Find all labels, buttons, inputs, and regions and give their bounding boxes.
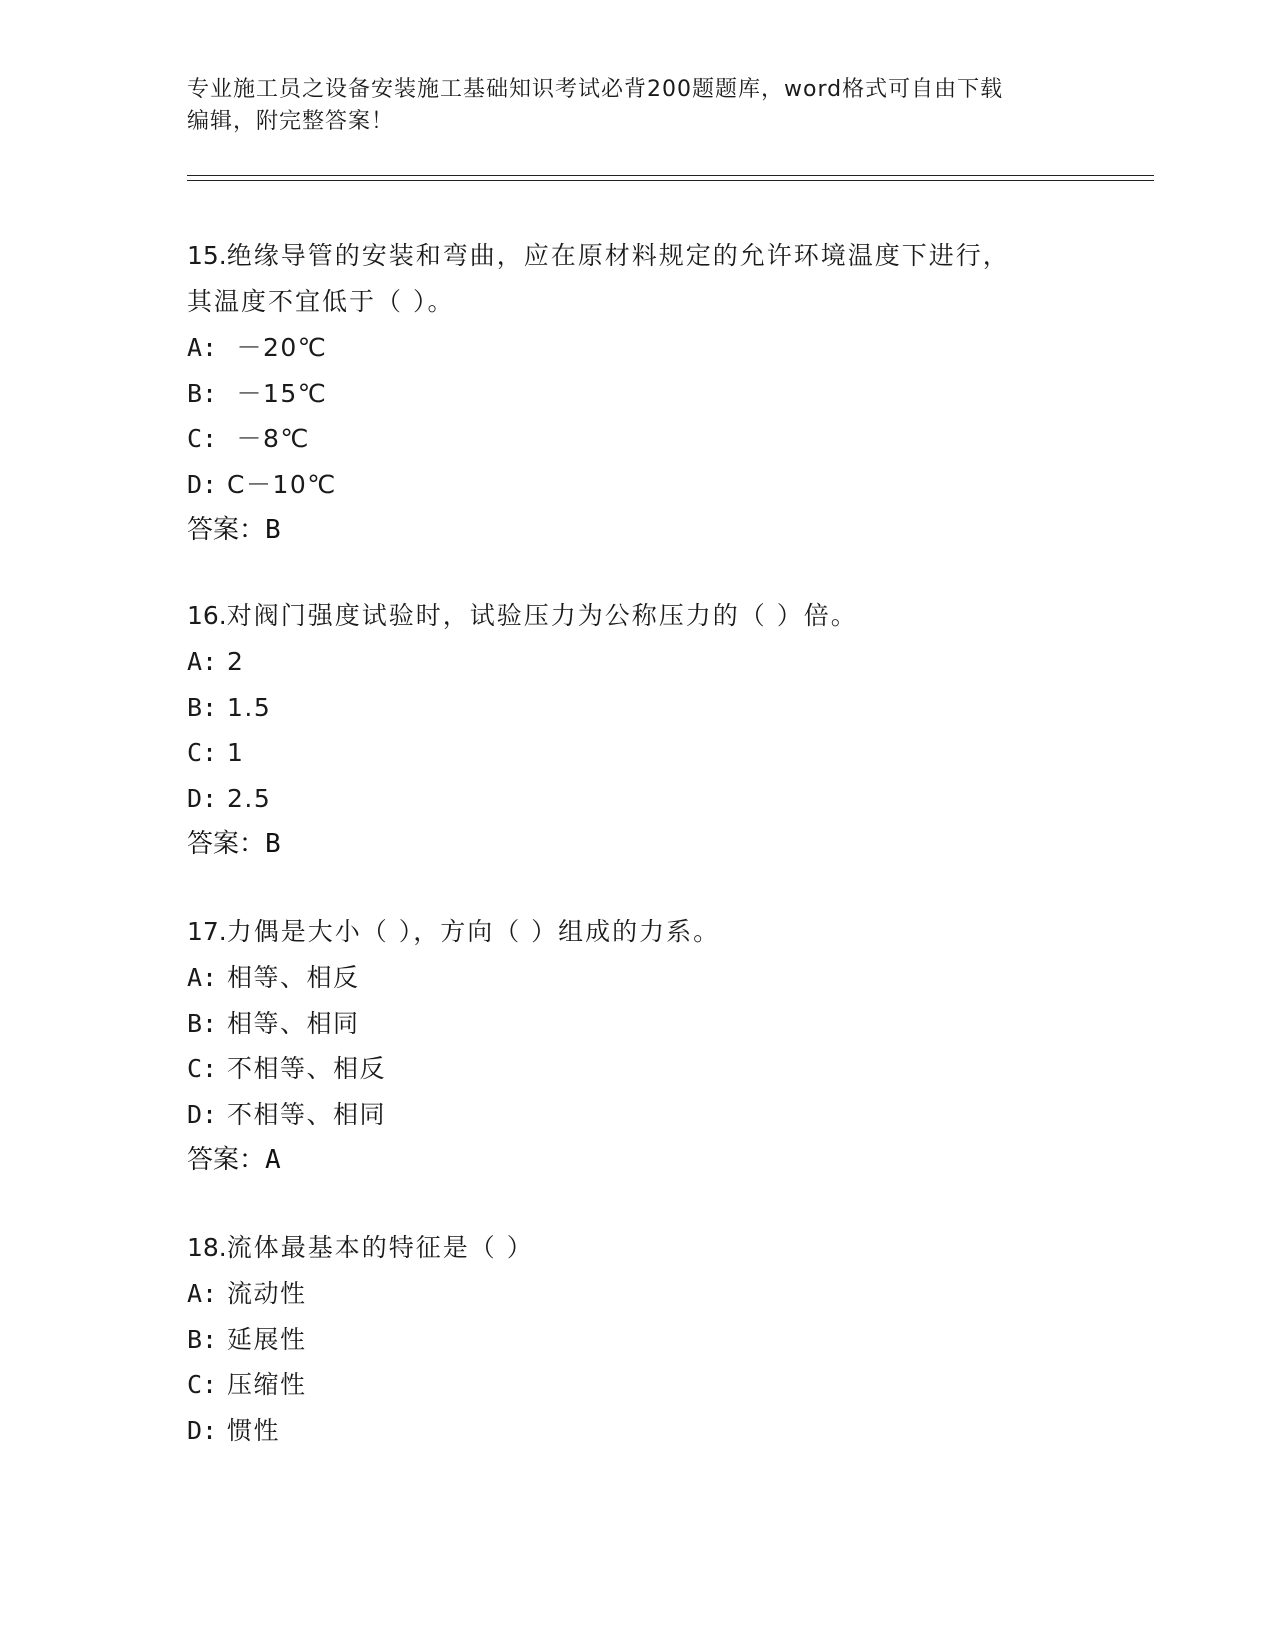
question-stem [187,1225,1147,1271]
option-b [187,1317,1147,1363]
option-letter: D: [187,1099,218,1129]
question-number: 16. [187,601,227,630]
option-letter: C: [187,738,218,767]
option-d [187,462,1147,508]
option-d [187,1408,1147,1454]
question-text-line-1: 力偶是大小（ ），方向（ ）组成的力系。 [226,917,721,946]
option-c [187,1046,1147,1092]
option-d [187,1092,1147,1138]
question-text-line-1: 对阀门强度试验时，试验压力为公称压力的（ ）倍。 [226,601,858,630]
option-c [187,416,1147,462]
question-text-line-2: 其温度不宜低于（ ）。 [187,287,455,316]
question-stem [187,593,1147,639]
question-17 [187,909,1147,1183]
question-number: 18. [187,1233,227,1262]
question-text-line-1: 绝缘导管的安装和弯曲，应在原材料规定的允许环境温度下进行， [226,241,1010,270]
answer-label: 答案： [187,829,266,859]
option-text: 1.5 [227,692,272,722]
header-line-1: 专业施工员之设备安装施工基础知识考试必背200题题库，word格式可自由下载 [187,77,1004,102]
option-a [187,639,1147,685]
option-letter: C: [187,1370,218,1399]
header-divider-bottom [187,180,1154,181]
option-letter: A: [187,1279,218,1308]
option-letter: D: [187,1415,218,1445]
header-divider-top [187,175,1154,176]
option-text: －8℃ [227,424,310,453]
question-text-line-1: 流体最基本的特征是（ ） [226,1233,534,1262]
option-letter: A: [187,963,218,992]
option-a [187,1271,1147,1317]
option-letter: D: [187,469,218,499]
option-text: 相等、相同 [227,1008,360,1038]
answer-value: B [265,829,281,859]
option-b [187,371,1147,417]
answer-line [187,1137,1147,1183]
option-c [187,730,1147,776]
option-letter: D: [187,783,218,813]
question-16 [187,593,1147,867]
option-text: 流动性 [227,1279,307,1308]
option-text: 不相等、相反 [227,1054,387,1083]
option-b [187,1001,1147,1047]
answer-line [187,821,1147,867]
option-letter: B: [187,1324,218,1354]
option-text: 1 [227,738,245,767]
option-text: 2 [227,647,245,676]
option-letter: B: [187,378,218,408]
option-b [187,685,1147,731]
option-letter: C: [187,424,218,453]
header-line-2: 编辑，附完整答案！ [187,109,395,134]
option-text: －20℃ [227,333,328,362]
option-letter: B: [187,692,218,722]
question-15 [187,233,1147,553]
option-letter: C: [187,1054,218,1083]
question-number: 15. [187,241,227,270]
option-text: 压缩性 [227,1370,307,1399]
option-a [187,955,1147,1001]
question-18 [187,1225,1147,1453]
option-text: 惯性 [227,1415,281,1445]
option-text: 不相等、相同 [227,1099,387,1129]
option-text: C－10℃ [227,469,337,499]
option-letter: A: [187,333,218,362]
option-text: 相等、相反 [227,963,360,992]
option-text: －15℃ [227,378,328,408]
answer-label: 答案： [187,515,266,545]
option-c [187,1362,1147,1408]
document-header [187,74,1087,138]
answer-label: 答案： [187,1145,266,1175]
option-a [187,325,1147,371]
answer-value: B [265,515,281,545]
option-letter: A: [187,647,218,676]
option-text: 延展性 [227,1324,307,1354]
option-d [187,776,1147,822]
answer-line [187,507,1147,553]
question-number: 17. [187,917,227,946]
answer-value: A [265,1145,281,1175]
question-stem [187,909,1147,955]
option-letter: B: [187,1008,218,1038]
option-text: 2.5 [227,783,272,813]
question-stem [187,233,1147,279]
